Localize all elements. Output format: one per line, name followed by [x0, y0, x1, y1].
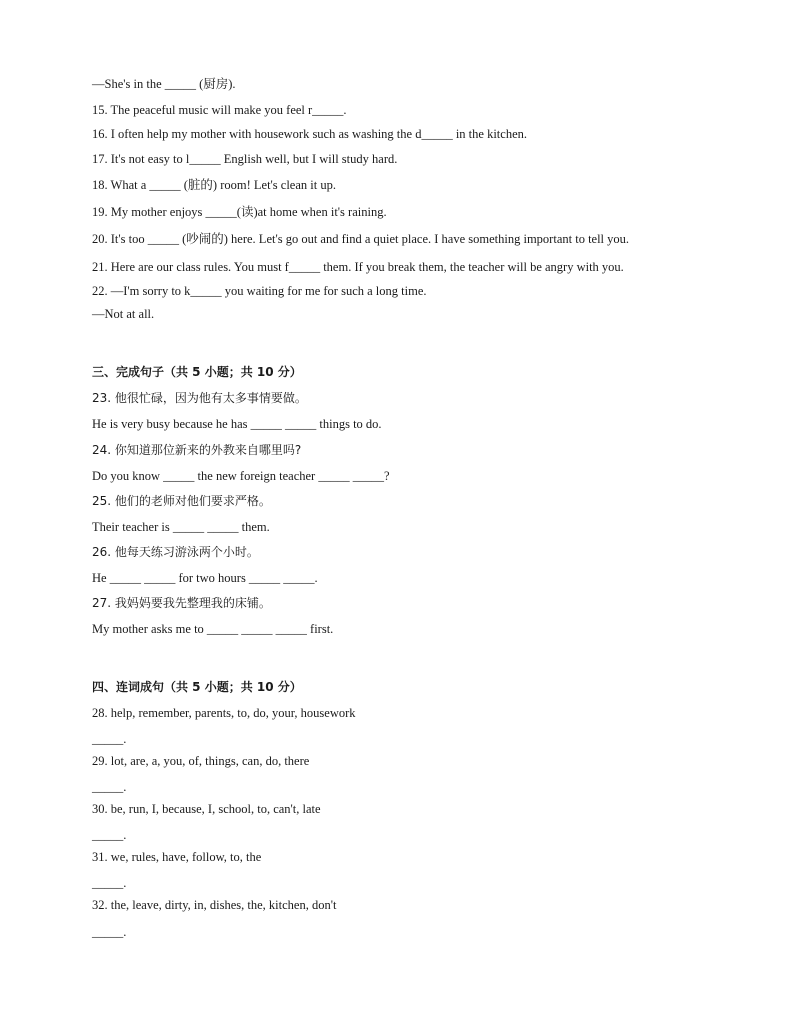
- question-30: 30. be, run, I, because, I, school, to, can't, late: [92, 802, 321, 816]
- question-19: 19. My mother enjoys _____(读)at home when it's raining.: [92, 205, 387, 219]
- question-15: 15. The peaceful music will make you feel r_____.: [92, 103, 347, 117]
- question-24-answer: Do you know _____ the new foreign teacher _____ _____?: [92, 469, 390, 483]
- question-22-reply: —Not at all.: [92, 307, 155, 321]
- question-24-prompt: 24. 你知道那位新来的外教来自哪里吗?: [92, 443, 302, 457]
- question-31: 31. we, rules, have, follow, to, the: [92, 850, 262, 864]
- question-23-answer: He is very busy because he has _____ _____ things to do.: [92, 417, 382, 431]
- question-32: 32. the, leave, dirty, in, dishes, the, kitchen, don't: [92, 898, 337, 912]
- answer-blank-32: _____.: [92, 925, 127, 939]
- question-29: 29. lot, are, a, you, of, things, can, do, there: [92, 754, 310, 768]
- answer-blank-30: _____.: [92, 828, 127, 842]
- question-25-prompt: 25. 他们的老师对他们要求严格。: [92, 494, 271, 508]
- answer-blank-28: _____.: [92, 732, 127, 746]
- question-14-reply: —She's in the _____ (厨房).: [92, 77, 236, 91]
- section-4-heading: 四、连词成句（共 5 小题；共 10 分）: [92, 680, 302, 694]
- question-22: 22. —I'm sorry to k_____ you waiting for me for such a long time.: [92, 284, 427, 298]
- section-3-heading: 三、完成句子（共 5 小题；共 10 分）: [92, 365, 302, 379]
- question-23-prompt: 23. 他很忙碌，因为他有太多事情要做。: [92, 391, 307, 405]
- question-27-prompt: 27. 我妈妈要我先整理我的床铺。: [92, 596, 271, 610]
- answer-blank-29: _____.: [92, 780, 127, 794]
- question-26-prompt: 26. 他每天练习游泳两个小时。: [92, 545, 259, 559]
- question-27-answer: My mother asks me to _____ _____ _____ first.: [92, 622, 334, 636]
- question-20: 20. It's too _____ (吵闹的) here. Let's go out and find a quiet place. I have something important to tell you.: [92, 232, 630, 246]
- question-18: 18. What a _____ (脏的) room! Let's clean it up.: [92, 178, 336, 192]
- question-25-answer: Their teacher is _____ _____ them.: [92, 520, 270, 534]
- answer-blank-31: _____.: [92, 876, 127, 890]
- question-17: 17. It's not easy to l_____ English well, but I will study hard.: [92, 152, 398, 166]
- question-21: 21. Here are our class rules. You must f_____ them. If you break them, the teacher will be angry with you.: [92, 260, 624, 274]
- question-28: 28. help, remember, parents, to, do, your, housework: [92, 706, 356, 720]
- question-16: 16. I often help my mother with housework such as washing the d_____ in the kitchen.: [92, 127, 527, 141]
- question-26-answer: He _____ _____ for two hours _____ _____.: [92, 571, 318, 585]
